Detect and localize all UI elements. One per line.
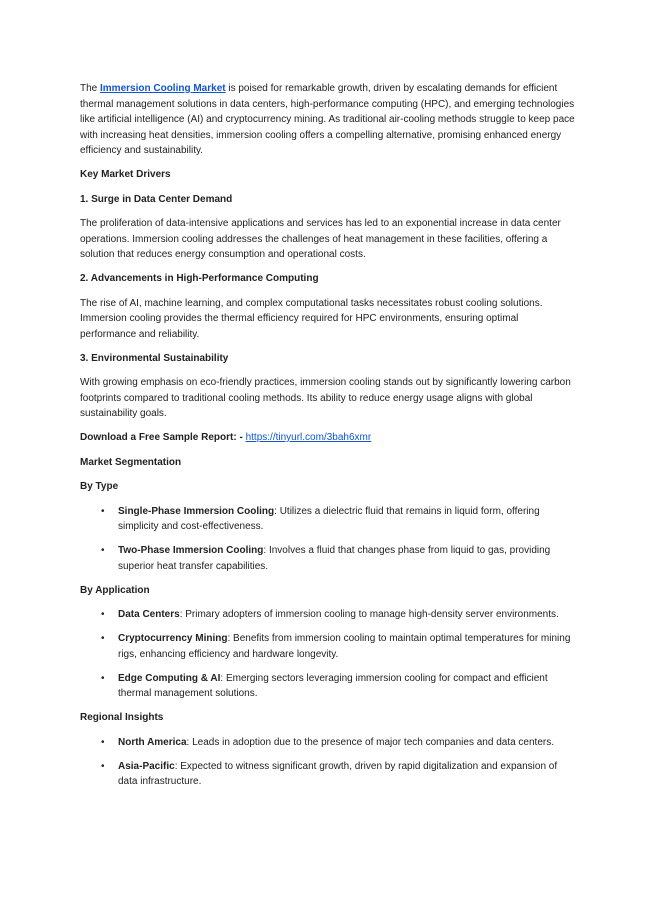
item-term: Asia-Pacific xyxy=(118,760,175,772)
key-drivers-heading: Key Market Drivers xyxy=(80,169,171,180)
intro-paragraph xyxy=(80,81,575,159)
item-term: Data Centers xyxy=(118,609,180,620)
bullet-icon: • xyxy=(101,672,105,684)
document-page xyxy=(80,81,575,798)
driver-2-text: The rise of AI, machine learning, and complex computational tasks necessitates robust cooling solutions. Immersion cooling provides the thermal efficiency required for HPC environments, ensuring optimal performance and reliability. xyxy=(80,297,543,340)
bullet-icon: • xyxy=(101,609,105,620)
driver-3-title: 3. Environmental Sustainability xyxy=(80,352,229,364)
by-type-list xyxy=(80,504,575,575)
item-text: : Leads in adoption due to the presence of major tech companies and data centers. xyxy=(186,736,555,748)
by-type-heading: By Type xyxy=(80,481,119,492)
driver-2-title: 2. Advancements in High-Performance Computing xyxy=(80,273,319,284)
list-item xyxy=(80,607,575,623)
bullet-icon: • xyxy=(101,633,105,644)
item-term: Cryptocurrency Mining xyxy=(118,633,228,644)
driver-1-text: The proliferation of data-intensive applications and services has led to an exponential increase in data center operations. Immersion cooling addresses the challenges of heat management in these facilities, offering a solution that reduces energy consumption and operational costs. xyxy=(80,218,561,260)
bullet-icon: • xyxy=(101,760,105,772)
item-text: : Involves a fluid that changes phase from liquid to gas, providing superior heat transfer capabilities. xyxy=(118,545,551,572)
item-text: : Emerging sectors leveraging immersion cooling for compact and efficient thermal management solutions. xyxy=(118,672,548,699)
item-text: : Expected to witness significant growth, driven by rapid digitalization and expansion of data infrastructure. xyxy=(118,760,558,787)
bullet-icon: • xyxy=(101,736,105,748)
list-item xyxy=(80,735,575,751)
list-item xyxy=(80,504,575,535)
by-application-heading: By Application xyxy=(80,584,150,596)
item-term: North America xyxy=(118,736,187,748)
by-application-list xyxy=(80,607,575,702)
list-item xyxy=(80,759,575,790)
item-term: Edge Computing & AI xyxy=(118,672,221,684)
intro-text: is poised for remarkable growth, driven by escalating demands for efficient thermal management solutions in data centers, high-performance computing (HPC), and emerging technologies like artificial intelligence (AI) and cryptocurrency mining. As traditional air-cooling methods struggle to keep pace with increasing heat densities, immersion cooling offers a compelling alternative, promising enhanced energy efficiency and sustainability. xyxy=(80,83,575,156)
item-term: Single-Phase Immersion Cooling xyxy=(118,505,275,517)
sample-report-link[interactable]: https://tinyurl.com/3bah6xmr xyxy=(245,432,372,443)
download-label: Download a Free Sample Report: - xyxy=(80,432,246,443)
driver-1-title: 1. Surge in Data Center Demand xyxy=(80,193,233,205)
bullet-icon: • xyxy=(101,505,105,517)
download-line xyxy=(80,430,575,446)
list-item xyxy=(80,671,575,702)
regional-list xyxy=(80,735,575,790)
item-term: Two-Phase Immersion Cooling xyxy=(118,545,264,556)
list-item xyxy=(80,631,575,662)
bullet-icon: • xyxy=(101,545,105,556)
item-text: : Utilizes a dielectric fluid that remains in liquid form, offering simplicity and cost-effectiveness. xyxy=(118,505,540,532)
intro-lead: The xyxy=(80,83,101,94)
item-text: : Benefits from immersion cooling to maintain optimal temperatures for mining rigs, enhancing efficiency and hardware longevity. xyxy=(118,633,571,660)
immersion-cooling-market-link[interactable]: Immersion Cooling Market xyxy=(100,83,226,94)
list-item xyxy=(80,543,575,574)
regional-heading: Regional Insights xyxy=(80,712,164,723)
segmentation-heading: Market Segmentation xyxy=(80,456,182,468)
driver-3-text: With growing emphasis on eco-friendly practices, immersion cooling stands out by significantly lowering carbon footprints compared to traditional cooling methods. Its ability to reduce energy usage aligns with global sustainability goals. xyxy=(80,377,571,419)
item-text: : Primary adopters of immersion cooling to manage high-density server environments. xyxy=(179,609,559,620)
